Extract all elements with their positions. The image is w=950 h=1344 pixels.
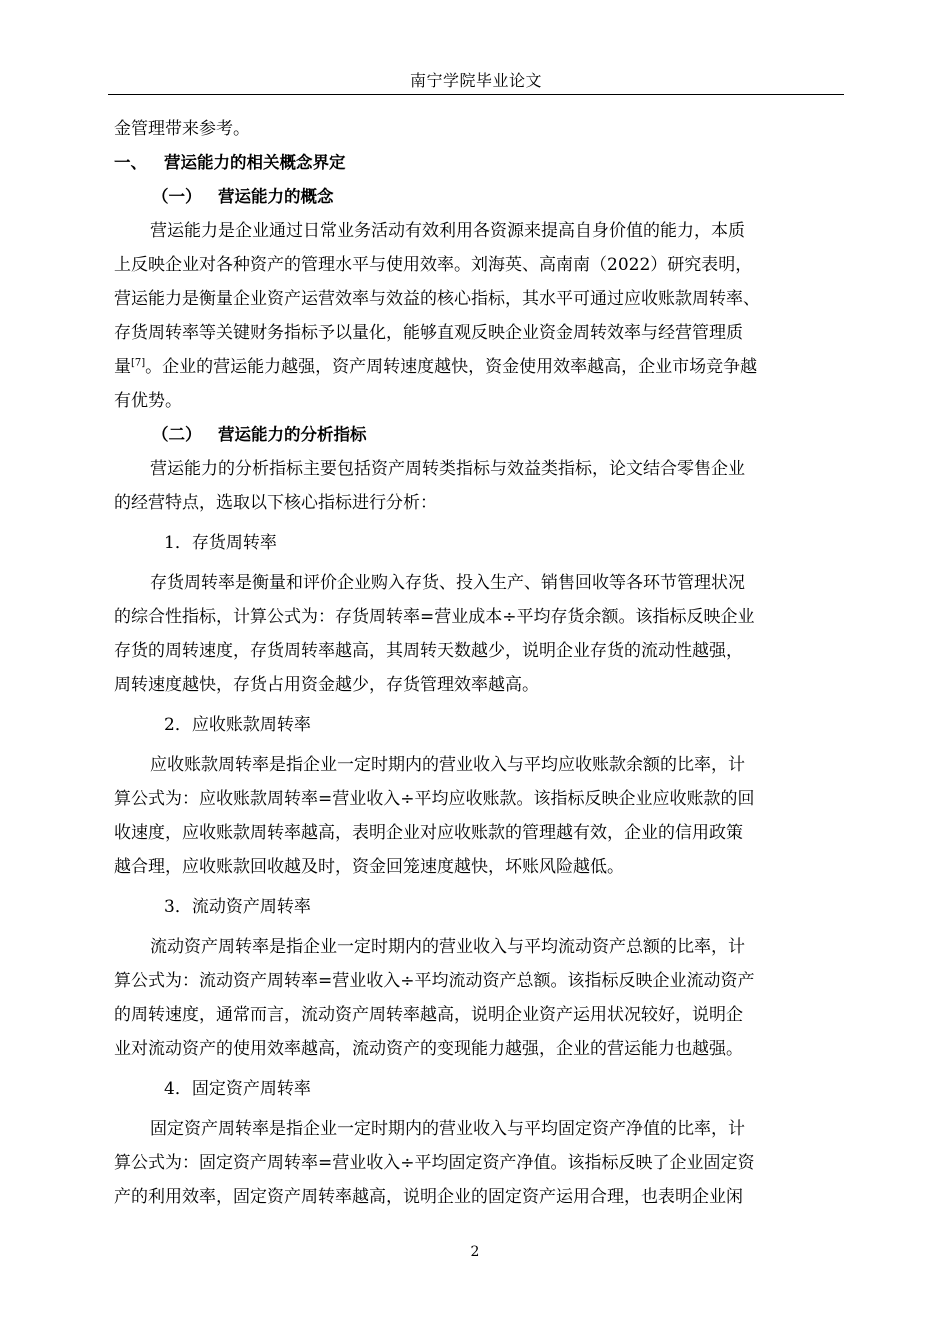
paragraph bbox=[114, 1112, 842, 1214]
paragraph-line: 应收账款周转率是指企业一定时期内的营业收入与平均应收账款余额的比率，计 bbox=[150, 755, 745, 775]
paragraph bbox=[114, 748, 842, 884]
header-rule bbox=[108, 94, 844, 95]
paragraph-line: 越合理，应收账款回收越及时，资金回笼速度越快，坏账风险越低。 bbox=[114, 857, 624, 877]
paragraph-line: 的经营特点，选取以下核心指标进行分析： bbox=[114, 493, 437, 513]
line-text: 量 bbox=[114, 357, 131, 377]
paragraph-line: 有优势。 bbox=[114, 391, 182, 411]
paragraph-line: 营运能力是衡量企业资产运营效率与效益的核心指标，其水平可通过应收账款周转率、 bbox=[114, 289, 760, 309]
paragraph-line: 存货的周转速度，存货周转率越高，其周转天数越少，说明企业存货的流动性越强， bbox=[114, 641, 743, 661]
paragraph-line: 算公式为：固定资产周转率=营业收入÷平均固定资产净值。该指标反映了企业固定资 bbox=[114, 1153, 755, 1173]
page-body bbox=[114, 112, 842, 1214]
continued-paragraph-line: 金管理带来参考。 bbox=[114, 119, 250, 139]
paragraph bbox=[114, 566, 842, 702]
paragraph-line: 产的利用效率，固定资产周转率越高，说明企业的固定资产运用合理，也表明企业闲 bbox=[114, 1187, 743, 1207]
paragraph-line bbox=[114, 350, 842, 384]
paragraph-line: 周转速度越快，存货占用资金越少，存货管理效率越高。 bbox=[114, 675, 539, 695]
paragraph-line: 营运能力是企业通过日常业务活动有效利用各资源来提高自身价值的能力，本质 bbox=[150, 221, 745, 241]
page-number: 2 bbox=[470, 1244, 480, 1260]
paragraph-line: 的综合性指标，计算公式为：存货周转率=营业成本÷平均存货余额。该指标反映企业 bbox=[114, 607, 755, 627]
subsection-title: 营运能力的分析指标 bbox=[218, 425, 367, 444]
paragraph bbox=[114, 930, 842, 1066]
line-text: 。企业的营运能力越强，资产周转速度越快，资金使用效率越高，企业市场竞争越 bbox=[145, 357, 758, 377]
indicator-heading: 3．流动资产周转率 bbox=[164, 897, 311, 917]
paragraph-line: 上反映企业对各种资产的管理水平与使用效率。刘海英、高南南（2022）研究表明， bbox=[114, 255, 753, 275]
paragraph-line: 固定资产周转率是指企业一定时期内的营业收入与平均固定资产净值的比率，计 bbox=[150, 1119, 745, 1139]
paragraph-line: 营运能力的分析指标主要包括资产周转类指标与效益类指标，论文结合零售企业 bbox=[150, 459, 745, 479]
paragraph-line: 算公式为：流动资产周转率=营业收入÷平均流动资产总额。该指标反映企业流动资产 bbox=[114, 971, 755, 991]
paragraph bbox=[114, 214, 842, 418]
paragraph bbox=[114, 452, 842, 520]
paragraph-line: 业对流动资产的使用效率越高，流动资产的变现能力越强，企业的营运能力也越强。 bbox=[114, 1039, 743, 1059]
subsection-heading bbox=[114, 418, 842, 452]
section-heading bbox=[114, 146, 842, 180]
paragraph-line: 的周转速度，通常而言，流动资产周转率越高，说明企业资产运用状况较好，说明企 bbox=[114, 1005, 743, 1025]
citation-marker: [7] bbox=[131, 357, 146, 369]
subsection-number: （二） bbox=[152, 425, 202, 444]
paragraph-line: 流动资产周转率是指企业一定时期内的营业收入与平均流动资产总额的比率，计 bbox=[150, 937, 745, 957]
subsection-number: （一） bbox=[152, 187, 202, 206]
subsection-heading bbox=[114, 180, 842, 214]
paragraph-line: 存货周转率是衡量和评价企业购入存货、投入生产、销售回收等各环节管理状况 bbox=[150, 573, 745, 593]
section-title: 营运能力的相关概念界定 bbox=[164, 153, 346, 172]
paragraph-line: 收速度，应收账款周转率越高，表明企业对应收账款的管理越有效，企业的信用政策 bbox=[114, 823, 743, 843]
subsection-title: 营运能力的概念 bbox=[218, 187, 334, 206]
section-number: 一、 bbox=[114, 153, 147, 172]
indicator-heading: 2．应收账款周转率 bbox=[164, 715, 311, 735]
indicator-heading: 1．存货周转率 bbox=[164, 533, 277, 553]
running-header: 南宁学院毕业论文 bbox=[409, 71, 542, 90]
paragraph-line: 存货周转率等关键财务指标予以量化，能够直观反映企业资金周转效率与经营管理质 bbox=[114, 323, 743, 343]
indicator-heading: 4．固定资产周转率 bbox=[164, 1079, 311, 1099]
paragraph-line: 算公式为：应收账款周转率=营业收入÷平均应收账款。该指标反映企业应收账款的回 bbox=[114, 789, 755, 809]
